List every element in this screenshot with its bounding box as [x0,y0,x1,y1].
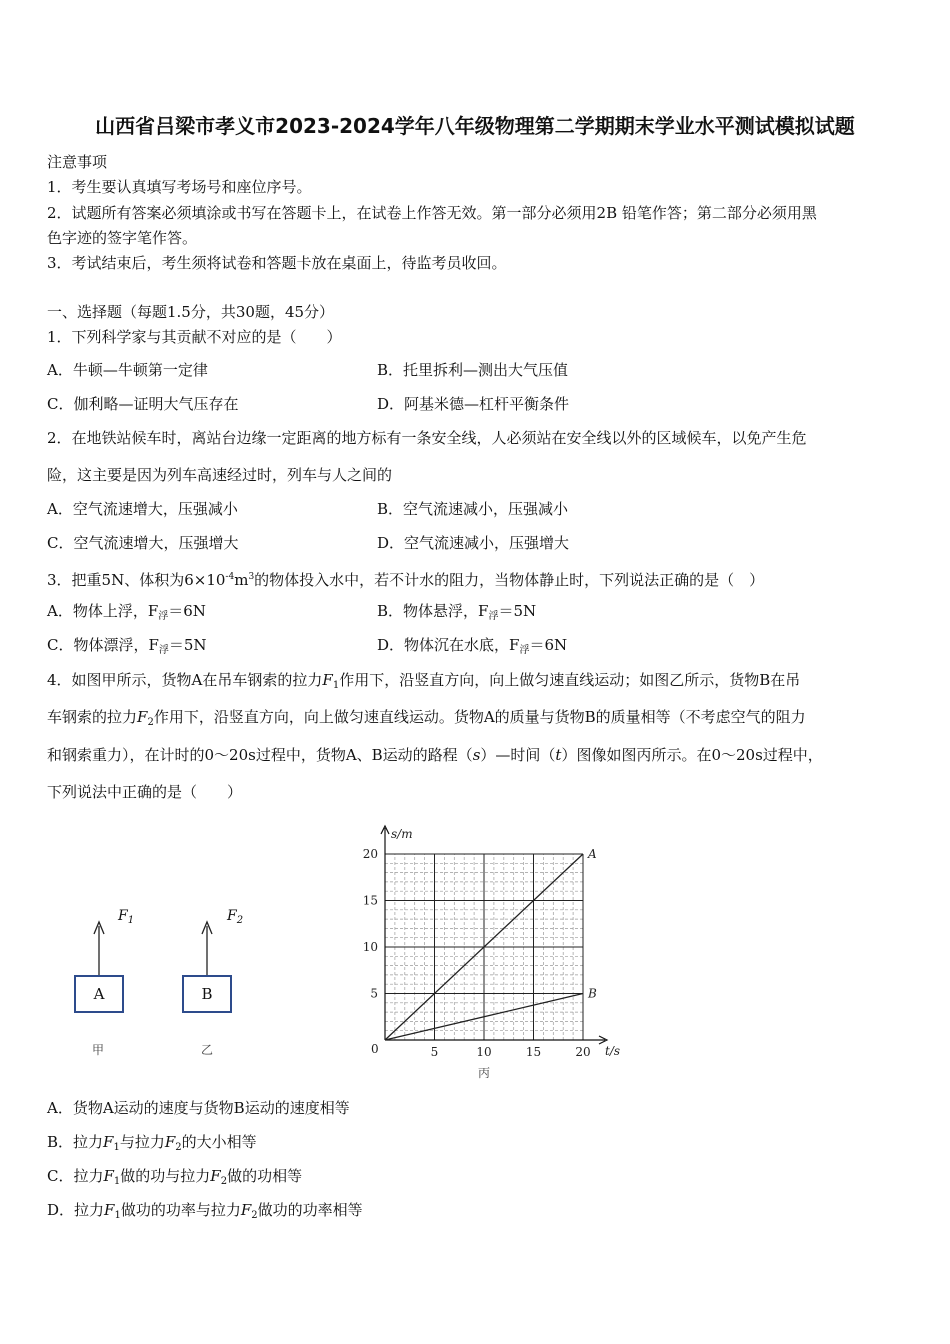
q3-unit-exponent: 3 [248,572,255,582]
q4-d-text2: 做功的功率与拉力 [120,1201,241,1219]
notice-heading: 注意事项 [47,153,108,171]
q1-option-d[interactable]: D．阿基米德—杠杆平衡条件 [377,395,570,413]
q2-option-b[interactable]: B．空气流速减小，压强减小 [377,500,569,518]
q3-a-sub: 浮 [158,611,169,622]
series-label-a: A [588,847,597,861]
q4-b-f2: F [164,1133,176,1151]
q4-f1: F [322,671,333,689]
q3-d-value: ＝6N [529,636,568,654]
notice-item-1: 1．考生要认真填写考场号和座位序号。 [47,178,312,196]
q4-c-f2-sub: 2 [220,1176,228,1187]
force2-subscript: 2 [236,915,244,926]
q4-b-text1: B．拉力 [47,1133,104,1151]
series-label-b: B [588,986,597,1001]
notice-item-2: 2．试题所有答案必须填涂或书写在答题卡上，在试卷上作答无效。第一部分必须用2B 铅笔作答；第二部分必须用黑 [47,204,817,222]
q4-c-text1: C．拉力 [47,1167,104,1185]
q3-d-sub: 浮 [519,645,530,656]
y-tick-label: 20 [362,847,378,861]
q4-option-c[interactable] [47,1166,302,1192]
q4-b-text2: 与拉力 [119,1133,165,1151]
x-tick-label: 10 [476,1045,492,1059]
q4-f2-sub: 2 [147,717,154,728]
q4-f2: F [137,708,148,726]
y-axis-label: s/m [391,827,413,841]
q4-b-text3: 的大小相等 [181,1133,257,1151]
q4-l3a: 和钢索重力），在计时的0～20s过程中，货物A、B运动的路程（ [47,746,473,764]
q2-option-c[interactable]: C．空气流速增大，压强增大 [47,534,239,552]
q2-stem-line1: 2．在地铁站候车时，离站台边缘一定距离的地方标有一条安全线，人必须站在安全线以外的区域候车，以免产生危 [47,429,807,447]
x-tick-label: 5 [430,1045,439,1059]
force1-letter: F [118,908,128,924]
q1-option-a[interactable]: A．牛顿—牛顿第一定律 [47,361,208,379]
q4-b-f1-sub: 1 [113,1142,120,1153]
x-tick-label: 20 [575,1045,591,1059]
q4-l3b: ）—时间（ [480,746,556,764]
q4-c-text3: 做的功相等 [227,1167,303,1185]
q4-d-f1: F [104,1201,115,1219]
q2-option-a[interactable]: A．空气流速增大，压强减小 [47,500,238,518]
q1-option-c[interactable]: C．伽利略—证明大气压存在 [47,395,239,413]
q4-s-var: s [472,746,481,764]
y-tick-label: 10 [362,940,378,954]
force2-letter: F [227,908,237,924]
q1-option-b[interactable]: B．托里拆利—测出大气压值 [377,361,569,379]
q4-l2b: 作用下，沿竖直方向，向上做匀速直线运动。货物A的质量与货物B的质量相等（不考虑空气的阻力 [153,708,806,726]
q4-c-text2: 做的功与拉力 [120,1167,211,1185]
q3-unit: m [234,571,249,589]
q3-c-value: ＝5N [168,636,207,654]
origin-label: 0 [371,1042,379,1056]
q4-option-b[interactable] [47,1132,257,1158]
caption-yi: 乙 [201,1043,214,1057]
q4-l1a: 4．如图甲所示，货物A在吊车钢索的拉力 [47,671,323,689]
q3-b-sub: 浮 [488,611,499,622]
q4-c-f2: F [210,1167,221,1185]
q2-option-d[interactable]: D．空气流速减小，压强增大 [377,534,570,552]
q4-d-f2-sub: 2 [251,1210,258,1221]
caption-bing: 丙 [478,1066,491,1080]
q3-stem-post: 的物体投入水中，若不计水的阻力，当物体静止时，下列说法正确的是（ ） [254,571,765,589]
page-title: 山西省吕梁市孝义市2023-2024学年八年级物理第二学期期末学业水平测试模拟试题 [95,114,855,138]
q4-d-f1-sub: 1 [114,1210,121,1221]
q4-d-text1: D．拉力 [47,1201,105,1219]
q4-l1b: 作用下，沿竖直方向，向上做匀速直线运动；如图乙所示，货物B在吊 [339,671,801,689]
q3-c-sub: 浮 [158,645,169,656]
q1-stem: 1．下列科学家与其贡献不对应的是（ ） [47,328,342,346]
q4-t-var: t [555,746,562,764]
q4-option-a[interactable]: A．货物A运动的速度与货物B运动的速度相等 [47,1099,350,1117]
q3-exponent: -4 [225,572,235,582]
q4-l3c: ）图像如图丙所示。在0～20s过程中， [561,746,823,764]
q4-c-f1-sub: 1 [113,1176,121,1187]
q3-a-text: A．物体上浮，F [47,602,159,620]
x-tick-label: 15 [525,1045,542,1059]
notice-item-3: 3．考试结束后，考生须将试卷和答题卡放在桌面上，待监考员收回。 [47,254,507,272]
force1-subscript: 1 [127,915,135,926]
q4-d-text3: 做功的功率相等 [257,1201,363,1219]
q2-stem-line2: 险，这主要是因为列车高速经过时，列车与人之间的 [47,466,393,484]
q3-b-value: ＝5N [498,602,537,620]
section-heading: 一、选择题（每题1.5分，共30题，45分） [47,303,335,321]
cargo-box-a: A [74,975,124,1013]
q4-b-f1: F [103,1133,114,1151]
q4-f1-sub: 1 [332,680,340,691]
cargo-box-b: B [182,975,232,1013]
q4-stem-line4: 下列说法中正确的是（ ） [47,783,243,801]
q3-stem-pre: 3．把重5N、体积为6×10 [47,571,226,589]
q4-l2a: 车钢索的拉力 [47,708,138,726]
notice-item-2-cont: 色字迹的签字笔作答。 [47,229,198,247]
q4-b-f2-sub: 2 [175,1142,182,1153]
y-tick-label: 5 [370,986,378,1001]
q3-d-text: D．物体沉在水底，F [377,636,520,654]
q4-c-f1: F [103,1167,114,1185]
q4-option-d[interactable] [47,1200,363,1226]
x-axis-label: t/s [605,1044,621,1058]
q3-a-value: ＝6N [168,602,206,620]
q4-d-f2: F [240,1201,252,1219]
caption-jia: 甲 [92,1043,105,1057]
q3-b-text: B．物体悬浮，F [377,602,489,620]
y-tick-label: 15 [362,893,378,908]
q3-c-text: C．物体漂浮，F [47,636,159,654]
